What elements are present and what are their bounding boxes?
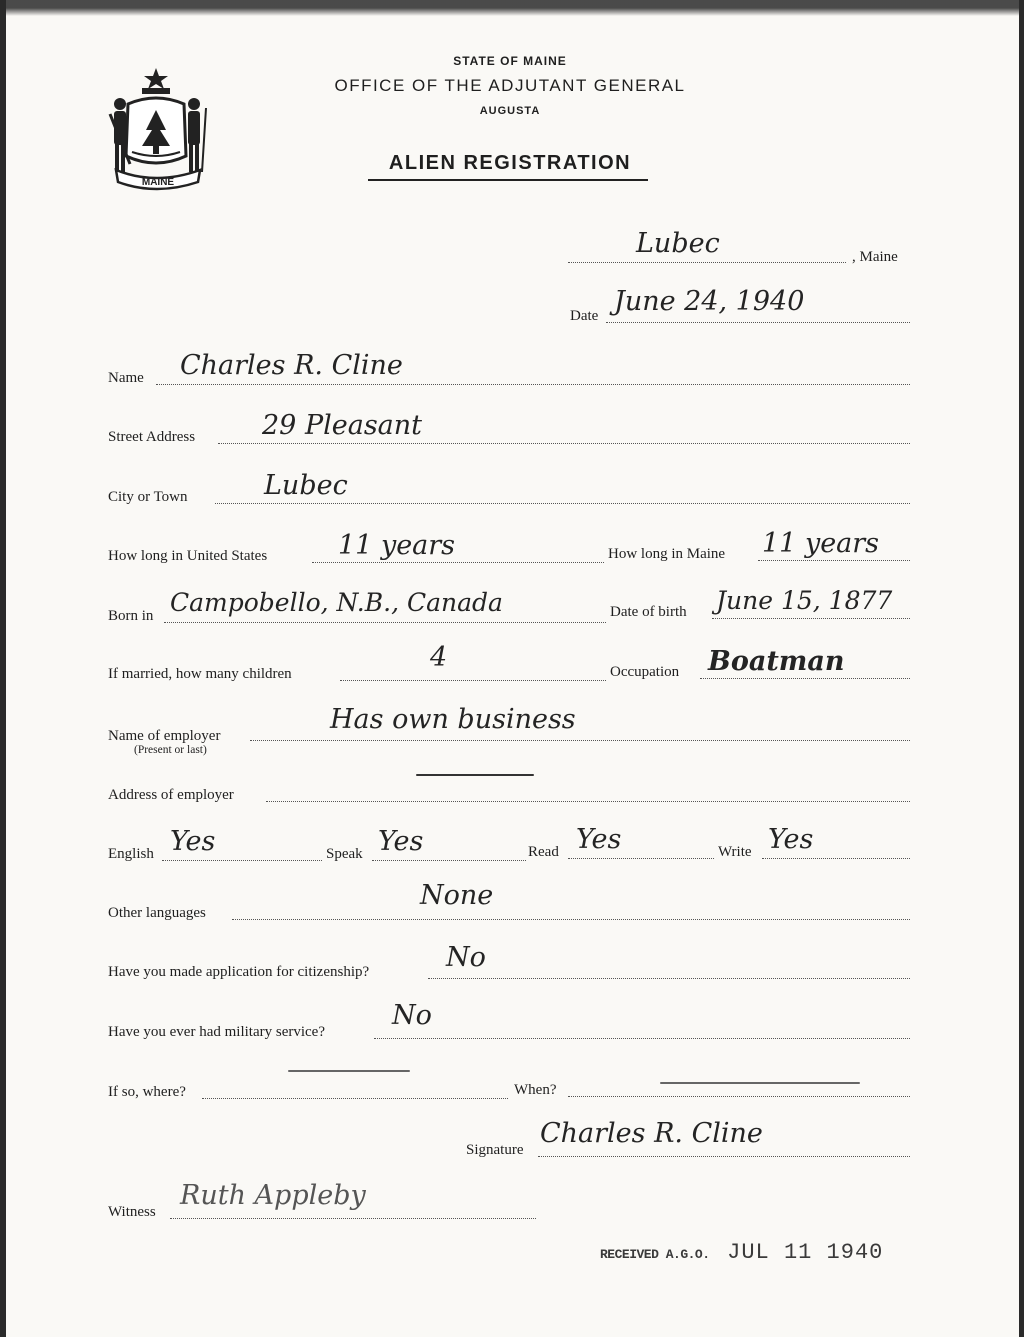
witness-label: Witness xyxy=(108,1204,156,1220)
city-label: City or Town xyxy=(108,489,188,505)
street-label: Street Address xyxy=(108,429,196,445)
children-line xyxy=(340,680,606,681)
street-line xyxy=(218,443,910,444)
stamp-received: RECEIVED A.G.O. xyxy=(600,1247,710,1262)
when-label: When? xyxy=(514,1082,557,1098)
born-in-line xyxy=(164,622,606,623)
header-office: OFFICE OF THE ADJUTANT GENERAL xyxy=(334,76,686,95)
maine-state-seal xyxy=(106,64,218,196)
signature-line xyxy=(538,1156,910,1157)
town-line xyxy=(568,262,846,263)
employer-label: Name of employer xyxy=(108,728,221,744)
employer-sublabel: (Present or last) xyxy=(134,744,207,756)
received-stamp xyxy=(600,1240,883,1265)
read-label: Read xyxy=(528,844,559,860)
citizenship-label: Have you made application for citizenship? xyxy=(108,964,370,980)
date-line xyxy=(606,322,910,323)
witness-value: Ruth Appleby xyxy=(180,1180,366,1211)
signature-value: Charles R. Cline xyxy=(540,1118,763,1149)
name-value: Charles R. Cline xyxy=(180,350,403,381)
header-city: AUGUSTA xyxy=(479,105,541,117)
how-long-maine-label: How long in Maine xyxy=(608,546,726,562)
street-value: 29 Pleasant xyxy=(262,410,423,441)
how-long-us-label: How long in United States xyxy=(108,548,268,564)
form-title: ALIEN REGISTRATION xyxy=(388,152,632,174)
children-value: 4 xyxy=(430,642,448,673)
occupation-line xyxy=(700,678,910,679)
employer-address-line xyxy=(266,801,910,802)
speak-value: Yes xyxy=(378,826,424,857)
employer-line xyxy=(250,740,910,741)
seal-text: MAINE xyxy=(141,177,175,188)
born-in-value: Campobello, N.B., Canada xyxy=(170,588,503,617)
other-languages-line xyxy=(232,919,910,920)
how-long-maine-value: 11 years xyxy=(762,528,880,559)
other-languages-value: None xyxy=(420,880,494,911)
how-long-us-line xyxy=(312,562,604,563)
when-line xyxy=(568,1096,910,1097)
name-label: Name xyxy=(108,370,144,386)
write-line xyxy=(762,858,910,859)
military-value: No xyxy=(392,1000,432,1031)
occupation-value: Boatman xyxy=(708,646,845,677)
read-line xyxy=(568,858,714,859)
town-value: Lubec xyxy=(636,228,720,259)
city-value: Lubec xyxy=(264,470,348,501)
where-label: If so, where? xyxy=(108,1084,186,1100)
scan-edge-top xyxy=(0,0,1024,16)
name-line xyxy=(156,384,910,385)
city-line xyxy=(215,503,910,504)
header-state: STATE OF MAINE xyxy=(453,54,567,68)
born-in-label: Born in xyxy=(108,608,154,624)
english-value: Yes xyxy=(170,826,216,857)
write-label: Write xyxy=(718,844,752,860)
children-label: If married, how many children xyxy=(108,666,292,682)
how-long-us-value: 11 years xyxy=(338,530,456,561)
speak-label: Speak xyxy=(326,846,363,862)
english-label: English xyxy=(108,846,154,862)
citizenship-value: No xyxy=(446,942,486,973)
citizenship-line xyxy=(428,978,910,979)
employer-address-dash xyxy=(416,774,534,776)
scan-edge-left xyxy=(0,0,6,1337)
other-languages-label: Other languages xyxy=(108,905,206,921)
employer-value: Has own business xyxy=(330,704,576,735)
write-value: Yes xyxy=(768,824,814,855)
when-dash xyxy=(660,1082,860,1084)
employer-address-label: Address of employer xyxy=(108,787,234,803)
signature-label: Signature xyxy=(466,1142,524,1158)
english-line xyxy=(162,860,322,861)
title-underline xyxy=(368,179,648,181)
scan-edge-right xyxy=(1019,0,1024,1337)
date-of-birth-line xyxy=(712,618,910,619)
date-label: Date xyxy=(570,308,599,324)
maine-label: , Maine xyxy=(852,249,898,265)
how-long-maine-line xyxy=(758,560,910,561)
read-value: Yes xyxy=(576,824,622,855)
occupation-label: Occupation xyxy=(610,664,680,680)
stamp-date: JUL 11 1940 xyxy=(727,1240,884,1265)
military-label: Have you ever had military service? xyxy=(108,1024,325,1040)
date-of-birth-value: June 15, 1877 xyxy=(716,586,893,615)
date-of-birth-label: Date of birth xyxy=(610,604,687,620)
speak-line xyxy=(372,860,526,861)
witness-line xyxy=(170,1218,536,1219)
where-dash xyxy=(288,1070,410,1072)
military-line xyxy=(374,1038,910,1039)
date-value: June 24, 1940 xyxy=(614,286,805,317)
where-line xyxy=(202,1098,508,1099)
